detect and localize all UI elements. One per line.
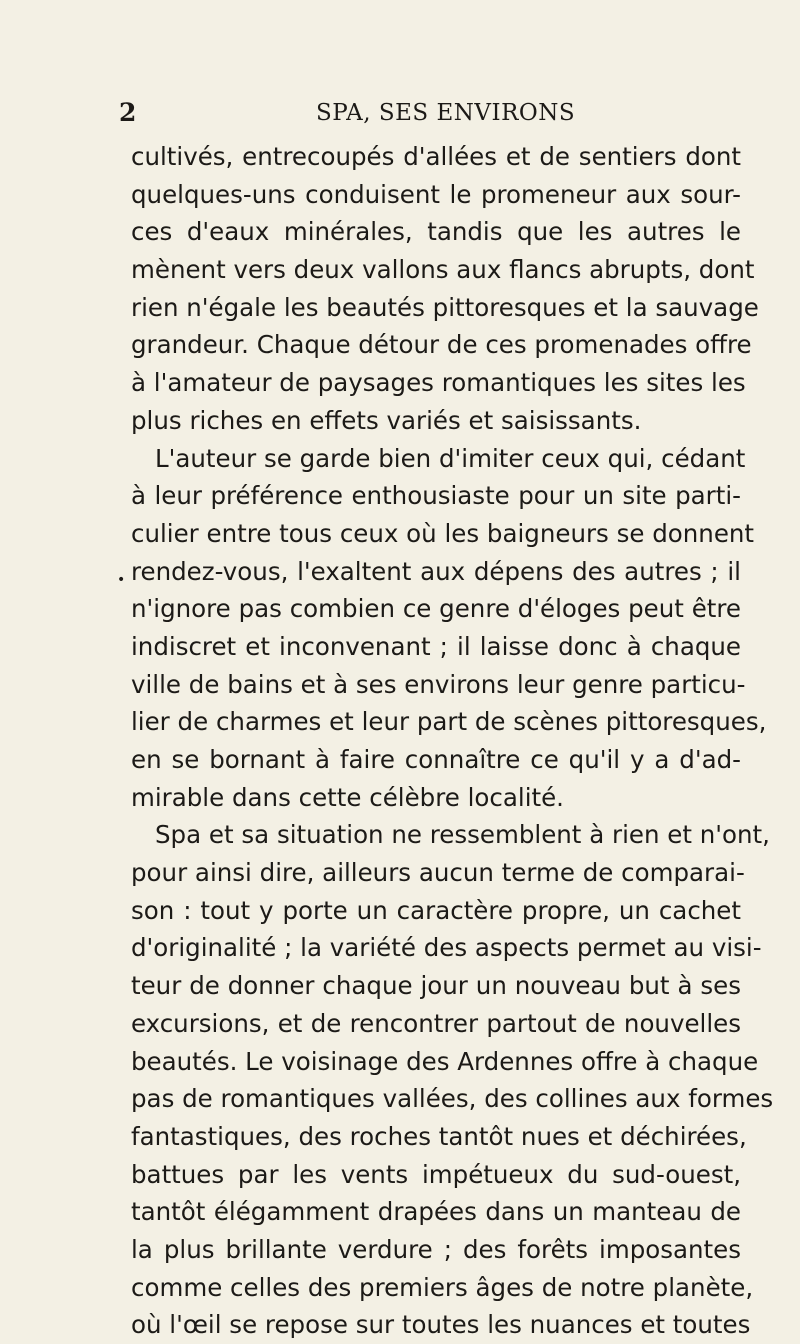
page-number: 2 — [119, 98, 137, 127]
text-line: Spa et sa situation ne ressemblent à rien et n'ont, — [155, 820, 770, 850]
text-line: pour ainsi dire, ailleurs aucun terme de comparai- — [131, 858, 745, 888]
text-line: où l'œil se repose sur toutes les nuances et toutes — [131, 1310, 751, 1340]
text-line: fantastiques, des roches tantôt nues et déchirées, — [131, 1121, 747, 1151]
text-line: lier de charmes et leur part de scènes pittoresques, — [131, 707, 767, 737]
paragraph-2 — [131, 440, 767, 817]
margin-mark: • — [117, 572, 126, 588]
text-line: son : tout y porte un caractère propre, un cachet — [131, 895, 741, 925]
paragraph-3 — [131, 816, 774, 1344]
text-line: pas de romantiques vallées, des collines aux formes — [131, 1084, 774, 1114]
text-line: L'auteur se garde bien d'imiter ceux qui, cédant — [155, 443, 746, 473]
text-line: rien n'égale les beautés pittoresques et la sauvage — [131, 292, 759, 322]
text-line: comme celles des premiers âges de notre planète, — [131, 1272, 754, 1302]
text-line: la plus brillante verdure ; des forêts imposantes — [131, 1234, 741, 1264]
text-line: plus riches en effets variés et saisissants. — [131, 405, 642, 435]
text-line: à l'amateur de paysages romantiques les sites les — [131, 368, 746, 398]
text-line: en se bornant à faire connaître ce qu'il y a d'ad- — [131, 745, 741, 774]
text-line: grandeur. Chaque détour de ces promenades offre — [131, 330, 752, 360]
text-line: teur de donner chaque jour un nouveau but à ses — [131, 971, 741, 1001]
text-line: mirable dans cette célèbre localité. — [131, 782, 564, 812]
text-line: cultivés, entrecoupés d'allées et de sentiers dont — [131, 142, 741, 171]
text-line: d'originalité ; la variété des aspects permet au visi- — [131, 933, 762, 963]
text-line: mènent vers deux vallons aux flancs abrupts, dont — [131, 255, 755, 285]
text-line: tantôt élégamment drapées dans un manteau de — [131, 1197, 741, 1227]
running-title: SPA, SES ENVIRONS — [316, 100, 576, 126]
text-line: beautés. Le voisinage des Ardennes offre à chaque — [131, 1046, 759, 1076]
text-line: rendez-vous, l'exaltent aux dépens des autres ; il — [131, 556, 741, 586]
text-line: ville de bains et à ses environs leur genre particu- — [131, 669, 746, 699]
text-line: à leur préférence enthousiaste pour un site parti- — [131, 481, 741, 511]
paragraph-1 — [131, 138, 759, 440]
page-header — [0, 96, 800, 132]
text-line: ces d'eaux minérales, tandis que les autres le — [131, 217, 741, 247]
text-line: culier entre tous ceux où les baigneurs se donnent — [131, 518, 755, 548]
text-line: n'ignore pas combien ce genre d'éloges peut être — [131, 594, 741, 624]
text-line: indiscret et inconvenant ; il laisse donc à chaque — [131, 631, 741, 661]
text-line: excursions, et de rencontrer partout de nouvelles — [131, 1008, 741, 1038]
text-line: quelques-uns conduisent le promeneur aux sour- — [131, 179, 741, 209]
text-line: battues par les vents impétueux du sud-ouest, — [131, 1159, 741, 1189]
body-text — [131, 138, 774, 1344]
